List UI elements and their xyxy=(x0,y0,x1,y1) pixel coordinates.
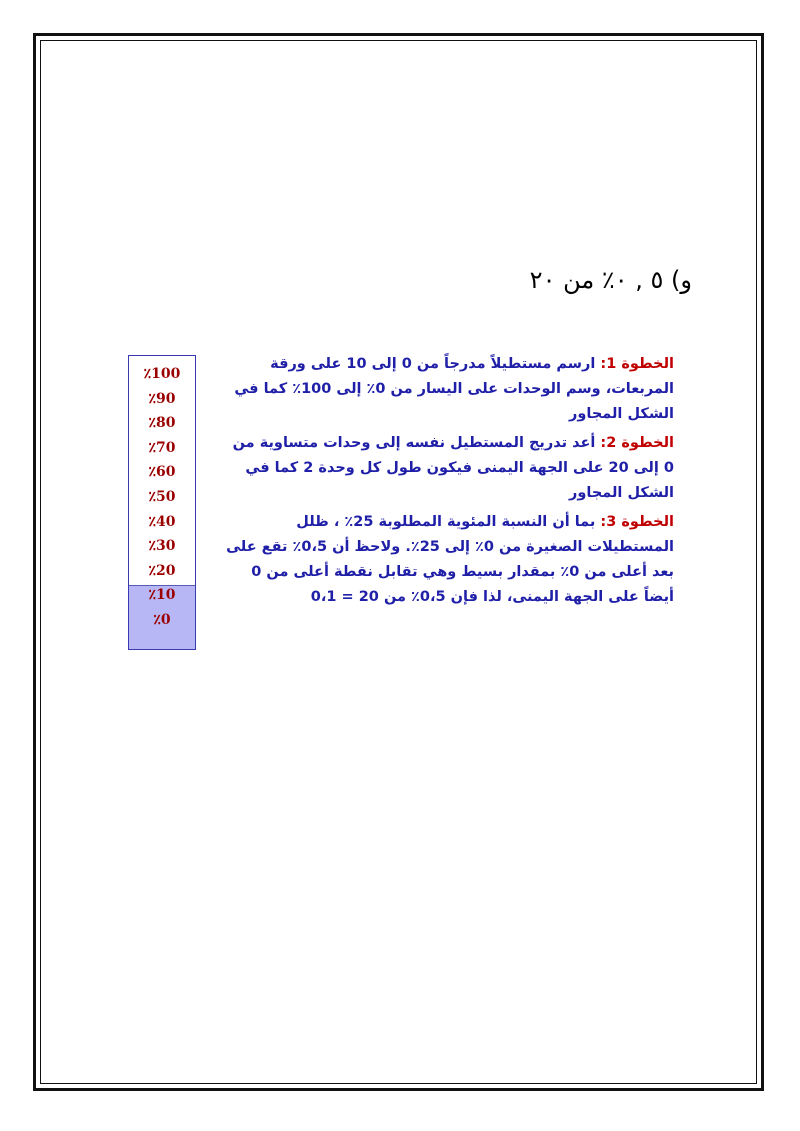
scale-label-30: ٪30 xyxy=(148,538,176,555)
scale-label-70: ٪70 xyxy=(148,439,176,456)
scale-label-100: ٪100 xyxy=(143,366,181,382)
scale-label-60: ٪60 xyxy=(148,464,176,481)
scale-label-40: ٪40 xyxy=(148,513,176,530)
scale-label-50: ٪50 xyxy=(148,488,176,505)
step-2-text: أعد تدريج المستطيل نفسه إلى وحدات متساوية من 0 إلى 20 على الجهة اليمنى فيكون طول كل وحدة 2 كما في الشكل المجاور xyxy=(232,435,674,501)
step-2 xyxy=(222,431,674,506)
scale-label-80: ٪80 xyxy=(148,415,176,432)
step-1-label: الخطوة 1: xyxy=(600,356,674,372)
step-1-text: ارسم مستطيلاً مدرجاً من 0 إلى 10 على ورقة المربعات، وسم الوحدات على اليسار من 0٪ إلى 100٪ كما في الشكل المجاور xyxy=(234,356,674,422)
exercise-heading: و) ٥ , ٠٪ من ٢٠ xyxy=(529,266,692,294)
scale-label-20: ٪20 xyxy=(148,562,176,579)
step-3-label: الخطوة 3: xyxy=(600,514,674,530)
step-1 xyxy=(222,352,674,427)
step-3 xyxy=(222,510,674,610)
steps-block xyxy=(222,352,674,614)
scale-labels xyxy=(129,362,195,633)
step-2-label: الخطوة 2: xyxy=(600,435,674,451)
step-3-text: بما أن النسبة المئوية المطلوبة 25٪ ، ظلل المستطيلات الصغيرة من 0٪ إلى 25٪. ولاحظ أن 0،5٪ تقع على بعد أعلى من 0٪ بمقدار بسيط وهي تقابل نقطة أعلى من 0 أيضاً على الجهة اليمنى، لذا فإن 0،5٪ من 20 = 0،1 xyxy=(226,514,674,605)
scale-label-0: ٪0 xyxy=(153,611,171,628)
percentage-scale-rectangle xyxy=(128,355,196,650)
scale-label-10: ٪10 xyxy=(148,587,176,604)
scale-label-90: ٪90 xyxy=(148,390,176,407)
